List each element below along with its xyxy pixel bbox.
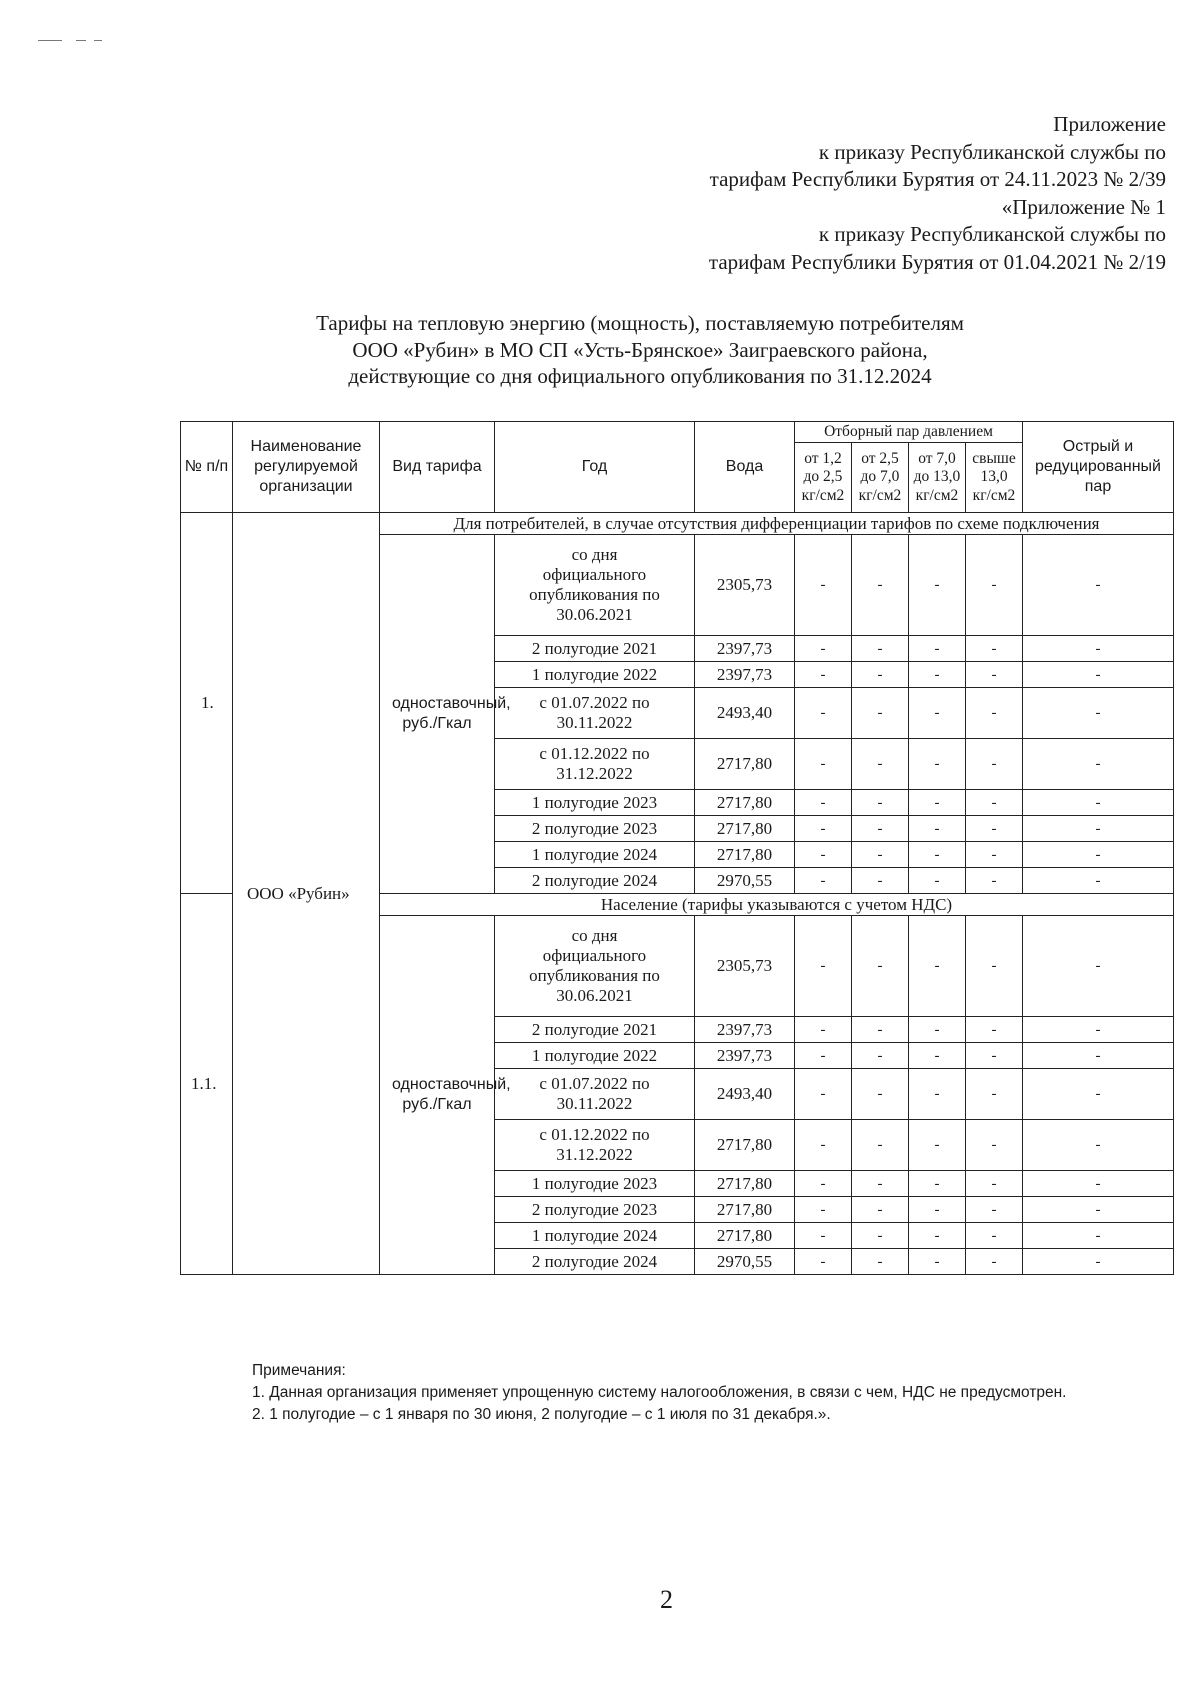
steam-value: - xyxy=(852,636,909,662)
row-number: 1. xyxy=(181,513,233,894)
header-org: Наименование регулируемой организации xyxy=(233,422,380,513)
header-steam-line: до 2,5 xyxy=(803,468,843,486)
header-year: Год xyxy=(495,422,695,513)
period-cell: 1 полугодие 2023 xyxy=(495,790,695,816)
period-cell: 1 полугодие 2022 xyxy=(495,662,695,688)
header-steam-line: от 1,2 xyxy=(804,449,842,467)
steam-value: - xyxy=(1023,1249,1174,1275)
steam-value: - xyxy=(795,1171,852,1197)
section-caption: Для потребителей, в случае отсутствия дифференциации тарифов по схеме подключения xyxy=(380,513,1174,535)
tariff-type: одноставочный, руб./Гкал xyxy=(380,916,495,1275)
period-cell: с 01.12.2022 по 31.12.2022 xyxy=(495,1120,695,1171)
period-cell: с 01.12.2022 по 31.12.2022 xyxy=(495,739,695,790)
steam-value: - xyxy=(909,1171,966,1197)
water-value: 2717,80 xyxy=(695,816,795,842)
steam-value: - xyxy=(795,842,852,868)
steam-value: - xyxy=(966,662,1023,688)
water-value: 2970,55 xyxy=(695,1249,795,1275)
steam-value: - xyxy=(795,662,852,688)
steam-value: - xyxy=(795,1223,852,1249)
steam-value: - xyxy=(1023,868,1174,894)
steam-value: - xyxy=(909,790,966,816)
steam-value: - xyxy=(795,1120,852,1171)
header-line: тарифам Республики Бурятия от 01.04.2021 № 2/19 xyxy=(708,249,1166,274)
steam-value: - xyxy=(909,1249,966,1275)
steam-value: - xyxy=(966,688,1023,739)
period-cell: 2 полугодие 2021 xyxy=(495,636,695,662)
steam-value: - xyxy=(966,1017,1023,1043)
water-value: 2397,73 xyxy=(695,636,795,662)
steam-value: - xyxy=(852,816,909,842)
steam-value: - xyxy=(1023,1069,1174,1120)
water-value: 2717,80 xyxy=(695,790,795,816)
header-steam-line: кг/см2 xyxy=(915,486,959,504)
steam-value: - xyxy=(909,1017,966,1043)
steam-value: - xyxy=(909,662,966,688)
steam-value: - xyxy=(909,1043,966,1069)
page-number: 2 xyxy=(660,1585,673,1614)
notes-heading: Примечания: xyxy=(252,1362,346,1379)
period-cell: 2 полугодие 2021 xyxy=(495,1017,695,1043)
steam-value: - xyxy=(795,636,852,662)
steam-value: - xyxy=(1023,688,1174,739)
tariff-type: одноставочный, руб./Гкал xyxy=(380,535,495,894)
steam-value: - xyxy=(909,636,966,662)
steam-value: - xyxy=(852,1043,909,1069)
steam-value: - xyxy=(966,868,1023,894)
steam-value: - xyxy=(852,688,909,739)
steam-value: - xyxy=(1023,1171,1174,1197)
water-value: 2397,73 xyxy=(695,1043,795,1069)
steam-value: - xyxy=(852,739,909,790)
steam-value: - xyxy=(966,1069,1023,1120)
header-line: к приказу Республиканской службы по xyxy=(818,222,1166,247)
steam-value: - xyxy=(1023,842,1174,868)
steam-value: - xyxy=(795,1197,852,1223)
period-cell: с 01.07.2022 по 30.11.2022 xyxy=(495,1069,695,1120)
steam-value: - xyxy=(966,1249,1023,1275)
steam-value: - xyxy=(909,816,966,842)
steam-value: - xyxy=(1023,1043,1174,1069)
steam-value: - xyxy=(852,662,909,688)
header-steam-line: 13,0 xyxy=(980,468,1008,486)
water-value: 2717,80 xyxy=(695,1197,795,1223)
header-steam-col xyxy=(966,443,1023,513)
period-cell: 1 полугодие 2023 xyxy=(495,1171,695,1197)
steam-value: - xyxy=(909,535,966,636)
water-value: 2397,73 xyxy=(695,1017,795,1043)
steam-value: - xyxy=(966,790,1023,816)
period-cell: 1 полугодие 2024 xyxy=(495,1223,695,1249)
steam-value: - xyxy=(1023,662,1174,688)
period-cell: 2 полугодие 2024 xyxy=(495,868,695,894)
steam-value: - xyxy=(966,1120,1023,1171)
water-value: 2397,73 xyxy=(695,662,795,688)
water-value: 2717,80 xyxy=(695,1171,795,1197)
title-line: Тарифы на тепловую энергию (мощность), поставляемую потребителям xyxy=(316,311,964,335)
water-value: 2493,40 xyxy=(695,1069,795,1120)
water-value: 2717,80 xyxy=(695,1120,795,1171)
steam-value: - xyxy=(966,636,1023,662)
header-steam-col xyxy=(795,443,852,513)
steam-value: - xyxy=(1023,636,1174,662)
period-cell: 2 полугодие 2024 xyxy=(495,1249,695,1275)
steam-value: - xyxy=(795,739,852,790)
steam-value: - xyxy=(909,916,966,1017)
steam-value: - xyxy=(852,1249,909,1275)
water-value: 2305,73 xyxy=(695,916,795,1017)
steam-value: - xyxy=(852,916,909,1017)
steam-value: - xyxy=(966,842,1023,868)
steam-value: - xyxy=(1023,1223,1174,1249)
steam-value: - xyxy=(795,916,852,1017)
scan-artifact xyxy=(38,38,118,44)
steam-value: - xyxy=(795,688,852,739)
row-number: 1.1. xyxy=(181,894,233,1275)
period-cell: 1 полугодие 2022 xyxy=(495,1043,695,1069)
steam-value: - xyxy=(852,1069,909,1120)
water-value: 2717,80 xyxy=(695,739,795,790)
steam-value: - xyxy=(852,1171,909,1197)
steam-value: - xyxy=(852,1017,909,1043)
header-steam-line: от 2,5 xyxy=(861,449,899,467)
header-steam-col xyxy=(852,443,909,513)
steam-value: - xyxy=(1023,739,1174,790)
steam-value: - xyxy=(966,1197,1023,1223)
period-cell: со дня официального опубликования по 30.06.2021 xyxy=(495,535,695,636)
steam-value: - xyxy=(1023,790,1174,816)
steam-value: - xyxy=(966,739,1023,790)
period-cell: с 01.07.2022 по 30.11.2022 xyxy=(495,688,695,739)
steam-value: - xyxy=(852,1120,909,1171)
period-cell: 1 полугодие 2024 xyxy=(495,842,695,868)
steam-value: - xyxy=(909,1069,966,1120)
header-steam-line: до 13,0 xyxy=(913,468,961,486)
header-line: тарифам Республики Бурятия от 24.11.2023 № 2/39 xyxy=(709,167,1166,192)
header-line: к приказу Республиканской службы по xyxy=(818,139,1166,164)
steam-value: - xyxy=(852,535,909,636)
steam-value: - xyxy=(966,916,1023,1017)
document-title xyxy=(220,310,1060,390)
water-value: 2493,40 xyxy=(695,688,795,739)
header-sharp-steam: Острый и редуцированный пар xyxy=(1023,422,1174,513)
steam-value: - xyxy=(966,816,1023,842)
period-cell: 2 полугодие 2023 xyxy=(495,1197,695,1223)
header-type: Вид тарифа xyxy=(380,422,495,513)
organization-name: ООО «Рубин» xyxy=(233,513,380,1275)
steam-value: - xyxy=(795,868,852,894)
steam-value: - xyxy=(852,842,909,868)
steam-value: - xyxy=(795,1249,852,1275)
note-item: 2. 1 полугодие – с 1 января по 30 июня, 2 полугодие – с 1 июля по 31 декабря.». xyxy=(252,1406,831,1423)
water-value: 2305,73 xyxy=(695,535,795,636)
steam-value: - xyxy=(909,1197,966,1223)
steam-value: - xyxy=(966,1043,1023,1069)
steam-value: - xyxy=(852,1223,909,1249)
steam-value: - xyxy=(795,816,852,842)
steam-value: - xyxy=(1023,535,1174,636)
steam-value: - xyxy=(1023,816,1174,842)
steam-value: - xyxy=(795,1017,852,1043)
steam-value: - xyxy=(1023,1017,1174,1043)
steam-value: - xyxy=(909,688,966,739)
steam-value: - xyxy=(909,1120,966,1171)
steam-value: - xyxy=(852,868,909,894)
steam-value: - xyxy=(1023,1120,1174,1171)
steam-value: - xyxy=(795,790,852,816)
header-water: Вода xyxy=(695,422,795,513)
steam-value: - xyxy=(795,1069,852,1120)
steam-value: - xyxy=(1023,916,1174,1017)
header-steam-line: кг/см2 xyxy=(972,486,1016,504)
header-steam-line: кг/см2 xyxy=(801,486,845,504)
steam-value: - xyxy=(966,535,1023,636)
title-line: ООО «Рубин» в МО СП «Усть-Брянское» Заиграевского района, xyxy=(352,337,928,362)
header-line: Приложение xyxy=(1053,112,1166,136)
steam-value: - xyxy=(1023,1197,1174,1223)
section-caption-row xyxy=(181,513,1174,535)
header-steam-group: Отборный пар давлением xyxy=(795,422,1023,443)
tariff-table xyxy=(180,421,1174,1275)
water-value: 2717,80 xyxy=(695,842,795,868)
steam-value: - xyxy=(852,1197,909,1223)
header-steam-col xyxy=(909,443,966,513)
steam-value: - xyxy=(966,1223,1023,1249)
notes xyxy=(198,1360,1173,1426)
water-value: 2970,55 xyxy=(695,868,795,894)
header-steam-line: до 7,0 xyxy=(860,468,900,486)
steam-value: - xyxy=(909,868,966,894)
header-row xyxy=(181,422,1174,443)
period-cell: 2 полугодие 2023 xyxy=(495,816,695,842)
water-value: 2717,80 xyxy=(695,1223,795,1249)
steam-value: - xyxy=(909,1223,966,1249)
header-num: № п/п xyxy=(181,422,233,513)
period-cell: со дня официального опубликования по 30.06.2021 xyxy=(495,916,695,1017)
steam-value: - xyxy=(852,790,909,816)
appendix-header xyxy=(709,111,1166,277)
section-caption: Население (тарифы указываются с учетом НДС) xyxy=(380,894,1174,916)
steam-value: - xyxy=(909,842,966,868)
header-line: «Приложение № 1 xyxy=(1001,194,1166,219)
title-line: действующие со дня официального опубликования по 31.12.2024 xyxy=(348,364,932,388)
steam-value: - xyxy=(966,1171,1023,1197)
steam-value: - xyxy=(909,739,966,790)
header-steam-line: кг/см2 xyxy=(858,486,902,504)
note-item: 1. Данная организация применяет упрощенную систему налогообложения, в связи с чем, НДС не предусмотрен. xyxy=(252,1384,1067,1401)
steam-value: - xyxy=(795,1043,852,1069)
steam-value: - xyxy=(795,535,852,636)
header-steam-line: от 7,0 xyxy=(918,449,956,467)
header-steam-line: свыше xyxy=(972,449,1016,467)
